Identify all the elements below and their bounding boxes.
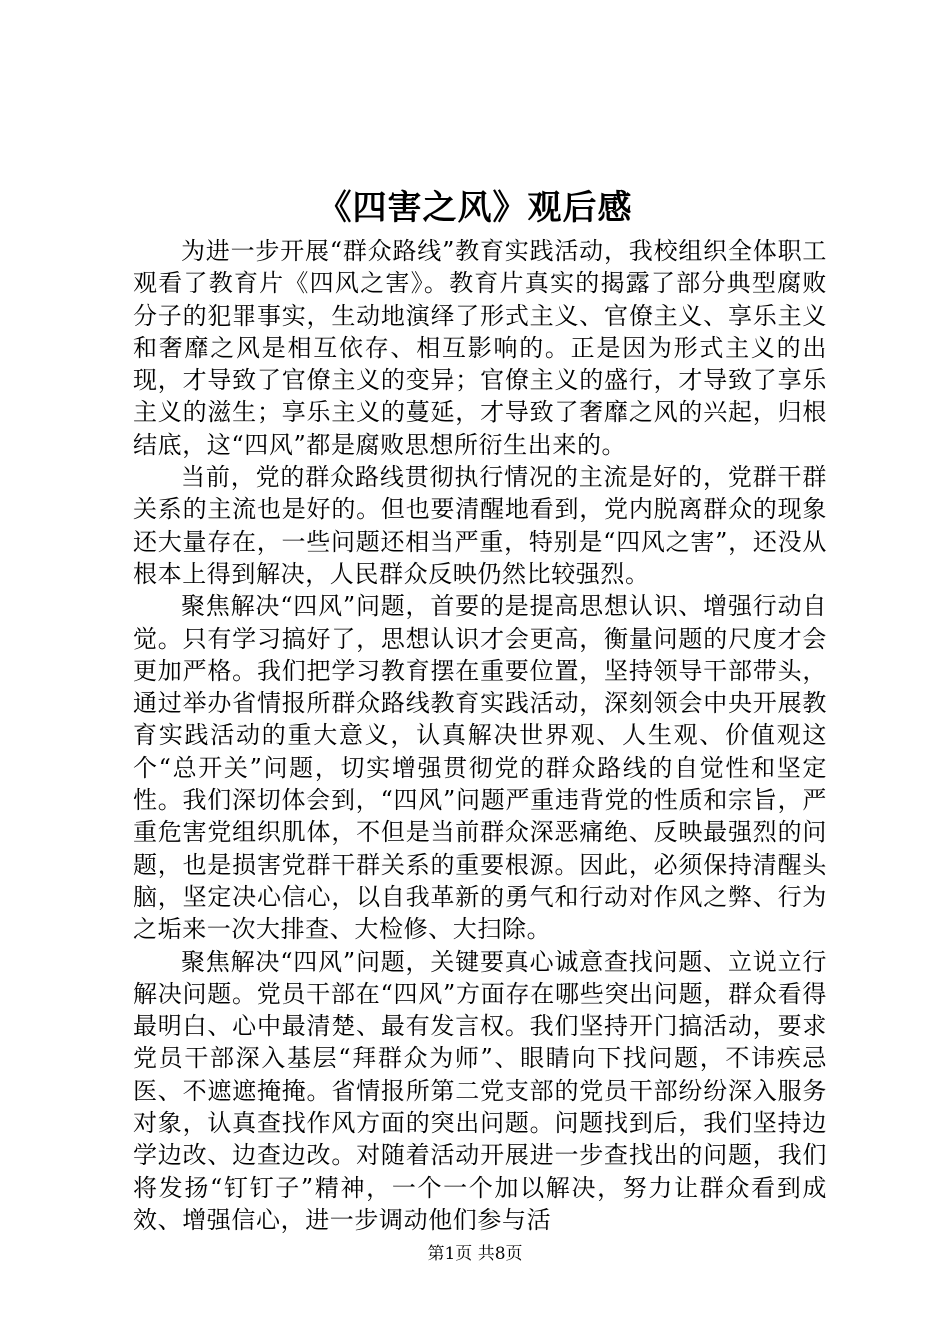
paragraph-4: 聚焦解决“四风”问题，关键要真心诚意查找问题、立说立行解决问题。党员干部在“四风”方面存在哪些突出问题，群众看得最明白、心中最清楚、最有发言权。我们坚持开门搞活动，要求党员干部深入基层“拜群众为师”、眼睛向下找问题，不讳疾忌医、不遮遮掩掩。省情报所第二党支部的党员干部纷纷深入服务对象，认真查找作风方面的突出问题。问题找到后，我们坚持边学边改、边查边改。对随着活动开展进一步查找出的问题，我们将发扬“钉钉子”精神，一个一个加以解决，努力让群众看到成效、增强信心，进一步调动他们参与活 — [133, 947, 827, 1234]
page-number-footer: 第1页 共8页 — [427, 1244, 523, 1264]
paragraph-1: 为进一步开展“群众路线”教育实践活动，我校组织全体职工观看了教育片《四风之害》。教育片真实的揭露了部分典型腐败分子的犯罪事实，生动地演绎了形式主义、官僚主义、享乐主义和奢靡之风是相互依存、相互影响的。正是因为形式主义的出现，才导致了官僚主义的变异；官僚主义的盛行，才导致了享乐主义的滋生；享乐主义的蔓延，才导致了奢靡之风的兴起，归根结底，这“四风”都是腐败思想所衍生出来的。 — [133, 237, 827, 459]
paragraph-3: 聚焦解决“四风”问题，首要的是提高思想认识、增强行动自觉。只有学习搞好了，思想认识才会更高，衡量问题的尺度才会更加严格。我们把学习教育摆在重要位置，坚持领导干部带头，通过举办省情报所群众路线教育实践活动，深刻领会中央开展教育实践活动的重大意义，认真解决世界观、人生观、价值观这个“总开关”问题，切实增强贯彻党的群众路线的自觉性和坚定性。我们深切体会到，“四风”问题严重违背党的性质和宗旨，严重危害党组织肌体，不但是当前群众深恶痛绝、反映最强烈的问题，也是损害党群干群关系的重要根源。因此，必须保持清醒头脑，坚定决心信心，以自我革新的勇气和行动对作风之弊、行为之垢来一次大排查、大检修、大扫除。 — [133, 592, 827, 944]
document-body — [133, 235, 827, 1236]
paragraph-2: 当前，党的群众路线贯彻执行情况的主流是好的，党群干群关系的主流也是好的。但也要清醒地看到，党内脱离群众的现象还大量存在，一些问题还相当严重，特别是“四风之害”，还没从根本上得到解决，人民群众反映仍然比较强烈。 — [133, 463, 827, 588]
document-title: 《四害之风》观后感 — [317, 188, 633, 228]
